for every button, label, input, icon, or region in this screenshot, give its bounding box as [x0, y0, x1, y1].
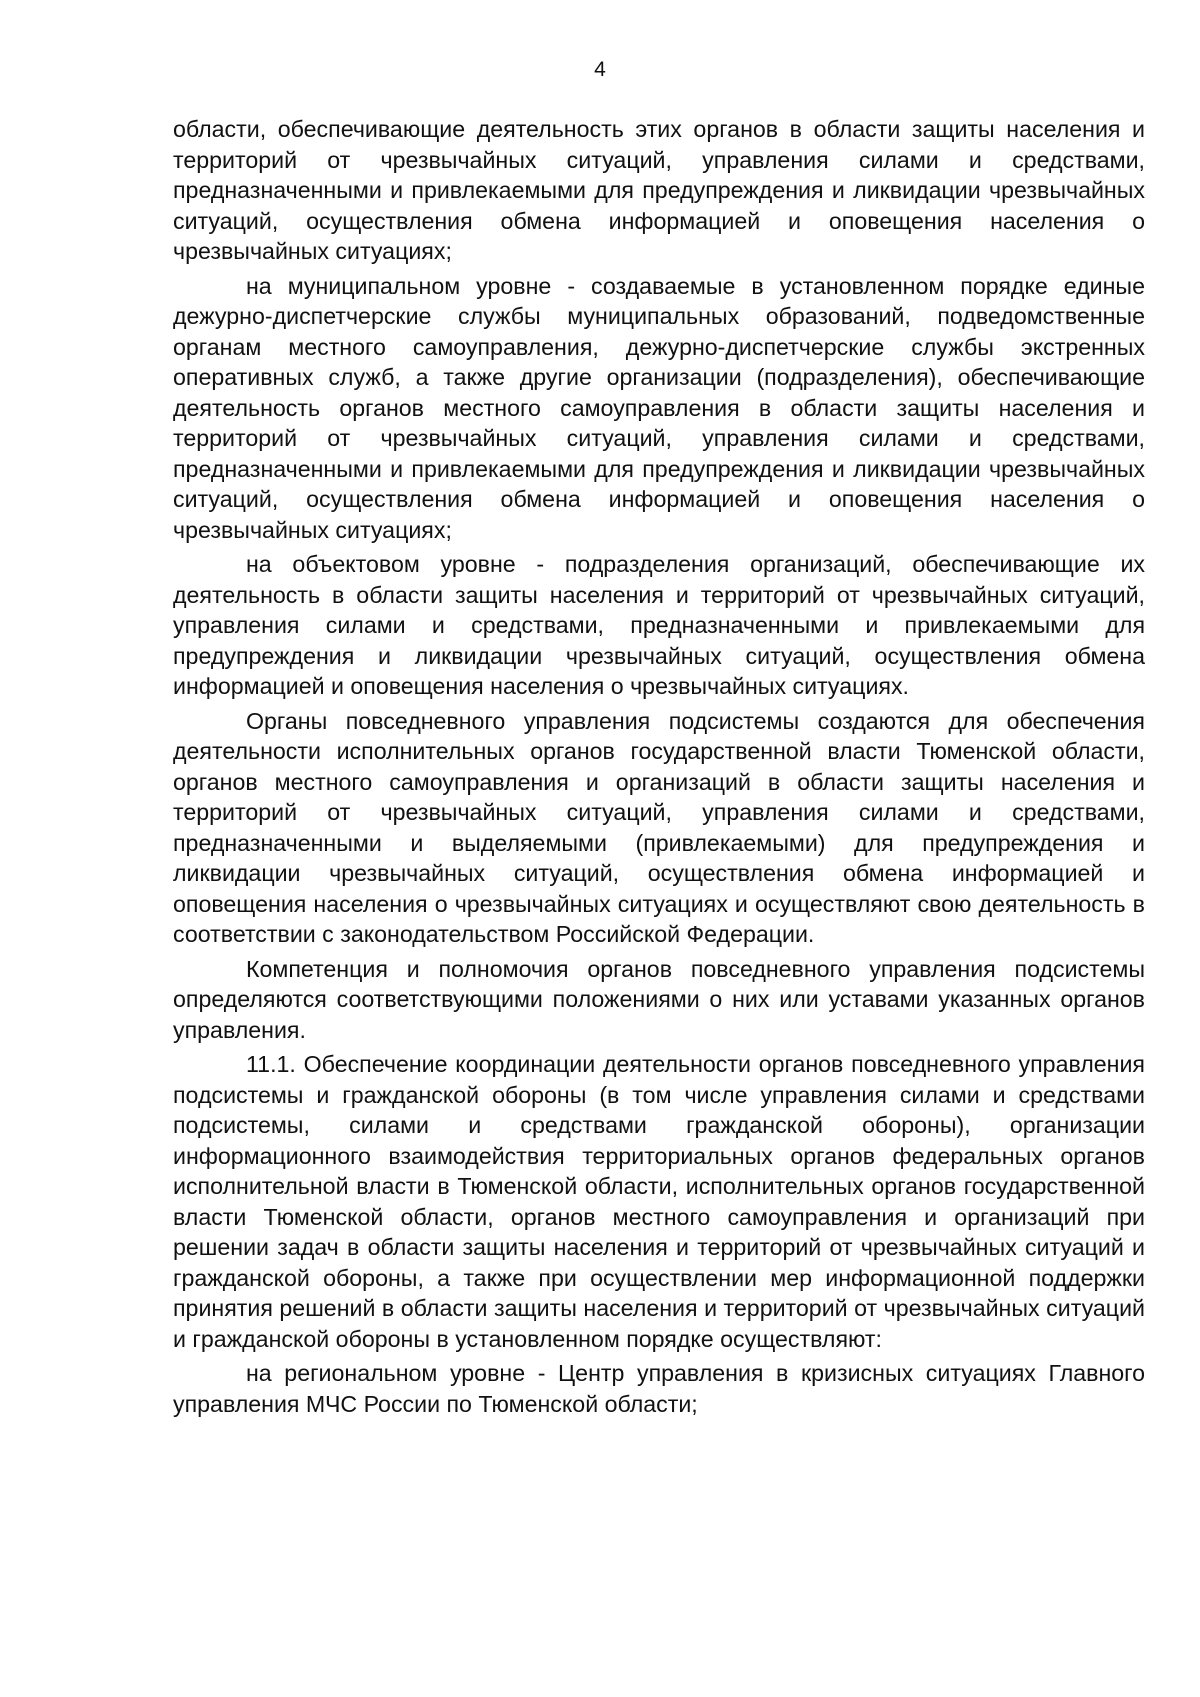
paragraph-competence: Компетенция и полномочия органов повседневного управления подсистемы определяются соответствующими положениями о них или уставами указанных органов управления.	[173, 955, 1145, 1043]
paragraph-regional-level: на региональном уровне - Центр управления в кризисных ситуациях Главного управления МЧС России по Тюменской области;	[173, 1360, 1145, 1417]
document-body	[173, 114, 1145, 1423]
paragraph-continuation: области, обеспечивающие деятельность этих органов в области защиты населения и территорий от чрезвычайных ситуаций, управления силами и средствами, предназначенными и привлекаемыми для предупреждения и ликвидации чрезвычайных ситуаций, осуществления обмена информацией и оповещения населения о чрезвычайных ситуациях;	[173, 116, 1145, 264]
paragraph-daily-management-bodies: Органы повседневного управления подсистемы создаются для обеспечения деятельности исполнительных органов государственной власти Тюменской области, органов местного самоуправления и организаций в области защиты населения и территорий от чрезвычайных ситуаций, управления силами и средствами, предназначенными и выделяемыми (привлекаемыми) для предупреждения и ликвидации чрезвычайных ситуаций, осуществления обмена информацией и оповещения населения о чрезвычайных ситуациях и осуществляют свою деятельность в соответствии с законодательством Российской Федерации.	[173, 707, 1145, 947]
paragraph-municipal-level: на муниципальном уровне - создаваемые в установленном порядке единые дежурно-диспетчерские службы муниципальных образований, подведомственные органам местного самоуправления, дежурно-диспетчерские службы экстренных оперативных служб, а также другие организации (подразделения), обеспечивающие деятельность органов местного самоуправления в области защиты населения и территорий от чрезвычайных ситуаций, управления силами и средствами, предназначенными и привлекаемыми для предупреждения и ликвидации чрезвычайных ситуаций, осуществления обмена информацией и оповещения населения о чрезвычайных ситуациях;	[173, 272, 1145, 543]
paragraph-object-level: на объектовом уровне - подразделения организаций, обеспечивающие их деятельность в области защиты населения и территорий от чрезвычайных ситуаций, управления силами и средствами, предназначенными и привлекаемыми для предупреждения и ликвидации чрезвычайных ситуаций, осуществления обмена информацией и оповещения населения о чрезвычайных ситуациях.	[173, 551, 1145, 699]
paragraph-clause-11-1: 11.1. Обеспечение координации деятельности органов повседневного управления подсистемы и гражданской обороны (в том числе управления силами и средствами подсистемы, силами и средствами гражданской обороны), организации информационного взаимодействия территориальных органов федеральных органов исполнительной власти в Тюменской области, исполнительных органов государственной власти Тюменской области, органов местного самоуправления и организаций при решении задач в области защиты населения и территорий от чрезвычайных ситуаций и гражданской обороны, а также при осуществлении мер информационной поддержки принятия решений в области защиты населения и территорий от чрезвычайных ситуаций и гражданской обороны в установленном порядке осуществляют:	[173, 1051, 1145, 1352]
page-number: 4	[594, 58, 606, 81]
